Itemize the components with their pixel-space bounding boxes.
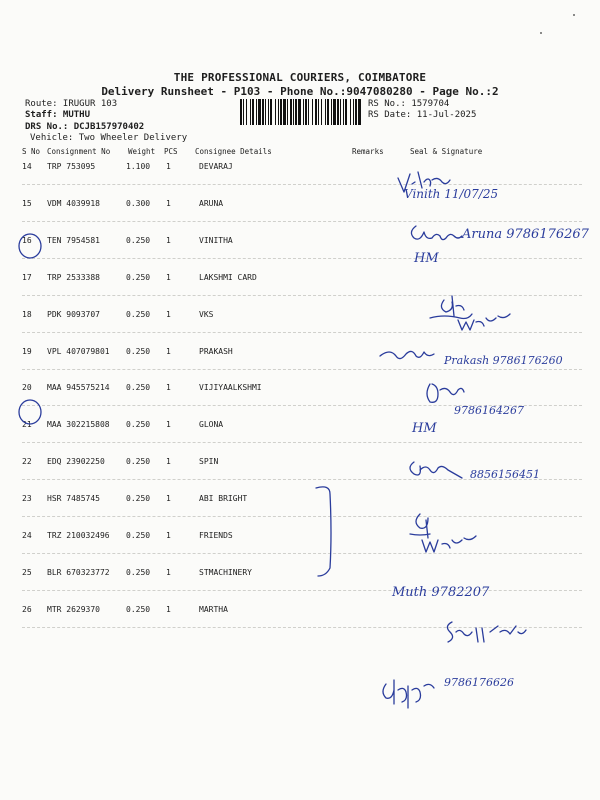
handwritten-phone-15: Aruna 9786176267: [462, 227, 589, 242]
weight-cell: 0.300: [126, 199, 151, 208]
row-divider: [22, 184, 582, 185]
vehicle-label: Vehicle: Two Wheeler Delivery: [30, 133, 188, 143]
speck: [540, 32, 542, 34]
handwritten-phone-26: 9786176626: [444, 676, 514, 689]
table-row: [0, 568, 600, 582]
handwritten-text-24: Muth 9782207: [392, 585, 490, 600]
sno-cell: 16: [22, 236, 32, 245]
handwritten-date-14: Vinith 11/07/25: [404, 187, 499, 201]
consignment-cell: PDK 9093707: [47, 310, 100, 319]
consignee-cell: VINITHA: [199, 236, 233, 245]
pcs-cell: 1: [166, 568, 171, 577]
consignee-cell: SPIN: [199, 457, 219, 466]
speck: [573, 14, 575, 16]
sno-cell: 20: [22, 383, 32, 392]
row-divider: [22, 553, 582, 554]
col-sno: S No: [22, 147, 41, 156]
sno-cell: 24: [22, 531, 32, 540]
pcs-cell: 1: [166, 457, 171, 466]
weight-cell: 0.250: [126, 531, 151, 540]
route-label: Route: IRUGUR 103: [25, 99, 118, 109]
table-row: [0, 531, 600, 545]
sno-cell: 19: [22, 347, 32, 356]
sno-cell: 17: [22, 273, 32, 282]
consignee-cell: MARTHA: [199, 605, 228, 614]
company-title: THE PROFESSIONAL COURIERS, COIMBATORE: [173, 71, 427, 84]
pcs-cell: 1: [166, 531, 171, 540]
consignment-cell: VDM 4039918: [47, 199, 100, 208]
consignee-cell: ABI BRIGHT: [199, 494, 248, 503]
row-divider: [22, 258, 582, 259]
handwritten-phone-20: 9786164267: [454, 404, 524, 417]
sno-cell: 14: [22, 162, 32, 171]
consignment-cell: TEN 7954581: [47, 236, 100, 245]
table-row: [0, 605, 600, 619]
pcs-cell: 1: [166, 383, 171, 392]
handwritten-phone-21: 8856156451: [470, 468, 540, 481]
row-divider: [22, 516, 582, 517]
weight-cell: 0.250: [126, 310, 151, 319]
staff-label: Staff: MUTHU: [25, 110, 91, 120]
runsheet-title: Delivery Runsheet - P103 - Phone No.:9047080280 - Page No.:2: [101, 85, 499, 98]
table-row: [0, 457, 600, 471]
consignment-cell: MTR 2629370: [47, 605, 100, 614]
sno-cell: 22: [22, 457, 32, 466]
pcs-cell: 1: [166, 420, 171, 429]
col-seal-signature: Seal & Signature: [410, 147, 483, 156]
barcode-icon: [240, 99, 362, 125]
pcs-cell: 1: [166, 347, 171, 356]
consignee-cell: PRAKASH: [199, 347, 233, 356]
sno-cell: 21: [22, 420, 32, 429]
row-divider: [22, 295, 582, 296]
consignment-cell: TRP 2533388: [47, 273, 100, 282]
weight-cell: 0.250: [126, 494, 151, 503]
row-divider: [22, 442, 582, 443]
signature-row-14: [398, 172, 498, 201]
col-consignment: Consignment No: [47, 147, 111, 156]
weight-cell: 1.100: [126, 162, 151, 171]
drs-label: DRS No.: DCJB157970402: [25, 122, 145, 132]
table-row: [0, 310, 600, 324]
rs-date: RS Date: 11-Jul-2025: [368, 110, 477, 120]
weight-cell: 0.250: [126, 347, 151, 356]
weight-cell: 0.250: [126, 568, 151, 577]
weight-cell: 0.250: [126, 420, 151, 429]
consignment-cell: TRP 753095: [47, 162, 96, 171]
col-pcs: PCS: [164, 147, 178, 156]
signature-row-26: [383, 676, 514, 708]
weight-cell: 0.250: [126, 605, 151, 614]
pcs-cell: 1: [166, 605, 171, 614]
row-divider: [22, 332, 582, 333]
weight-cell: 0.250: [126, 273, 151, 282]
weight-cell: 0.250: [126, 383, 151, 392]
sno-cell: 25: [22, 568, 32, 577]
handwritten-mark-20: HM: [412, 421, 437, 436]
row-divider: [22, 590, 582, 591]
consignment-cell: TRZ 210032496: [47, 531, 110, 540]
consignee-cell: DEVARAJ: [199, 162, 233, 171]
table-row: [0, 199, 600, 213]
handwritten-phone-19: Prakash 9786176260: [444, 354, 563, 367]
handwritten-mark-15: HM: [414, 251, 439, 266]
weight-cell: 0.250: [126, 236, 151, 245]
sno-cell: 15: [22, 199, 32, 208]
sno-cell: 26: [22, 605, 32, 614]
consignee-cell: ARUNA: [199, 199, 224, 208]
consignee-cell: FRIENDS: [199, 531, 233, 540]
row-divider: [22, 221, 582, 222]
signature-row-25: [447, 622, 526, 642]
row-divider: [22, 369, 582, 370]
pcs-cell: 1: [166, 162, 171, 171]
consignment-cell: MAA 945575214: [47, 383, 110, 392]
row-divider: [22, 405, 582, 406]
table-row: [0, 273, 600, 287]
consignment-cell: VPL 407079801: [47, 347, 110, 356]
signature-row-24: [391, 585, 490, 600]
consignment-cell: HSR 7485745: [47, 494, 100, 503]
row-divider: [22, 479, 582, 480]
consignee-cell: VKS: [199, 310, 214, 319]
row-divider: [22, 627, 582, 628]
pcs-cell: 1: [166, 199, 171, 208]
table-row: [0, 420, 600, 434]
consignment-cell: BLR 670323772: [47, 568, 110, 577]
rs-number: RS No.: 1579704: [368, 99, 450, 109]
col-weight: Weight: [128, 147, 156, 156]
consignee-cell: VIJIYAALKSHMI: [199, 383, 262, 392]
col-consignee: Consignee Details: [195, 147, 272, 156]
table-row: [0, 236, 600, 250]
weight-cell: 0.250: [126, 457, 151, 466]
consignment-cell: EDQ 23902250: [47, 457, 105, 466]
pcs-cell: 1: [166, 273, 171, 282]
table-row: [0, 383, 600, 397]
pcs-cell: 1: [166, 310, 171, 319]
consignee-cell: GLONA: [199, 420, 224, 429]
table-row: [0, 162, 600, 176]
table-row: [0, 347, 600, 361]
pcs-cell: 1: [166, 494, 171, 503]
consignee-cell: LAKSHMI CARD: [199, 273, 257, 282]
table-row: [0, 494, 600, 508]
pcs-cell: 1: [166, 236, 171, 245]
consignee-cell: STMACHINERY: [199, 568, 252, 577]
sno-cell: 18: [22, 310, 32, 319]
consignment-cell: MAA 302215808: [47, 420, 110, 429]
col-remarks: Remarks: [352, 147, 384, 156]
sno-cell: 23: [22, 494, 32, 503]
